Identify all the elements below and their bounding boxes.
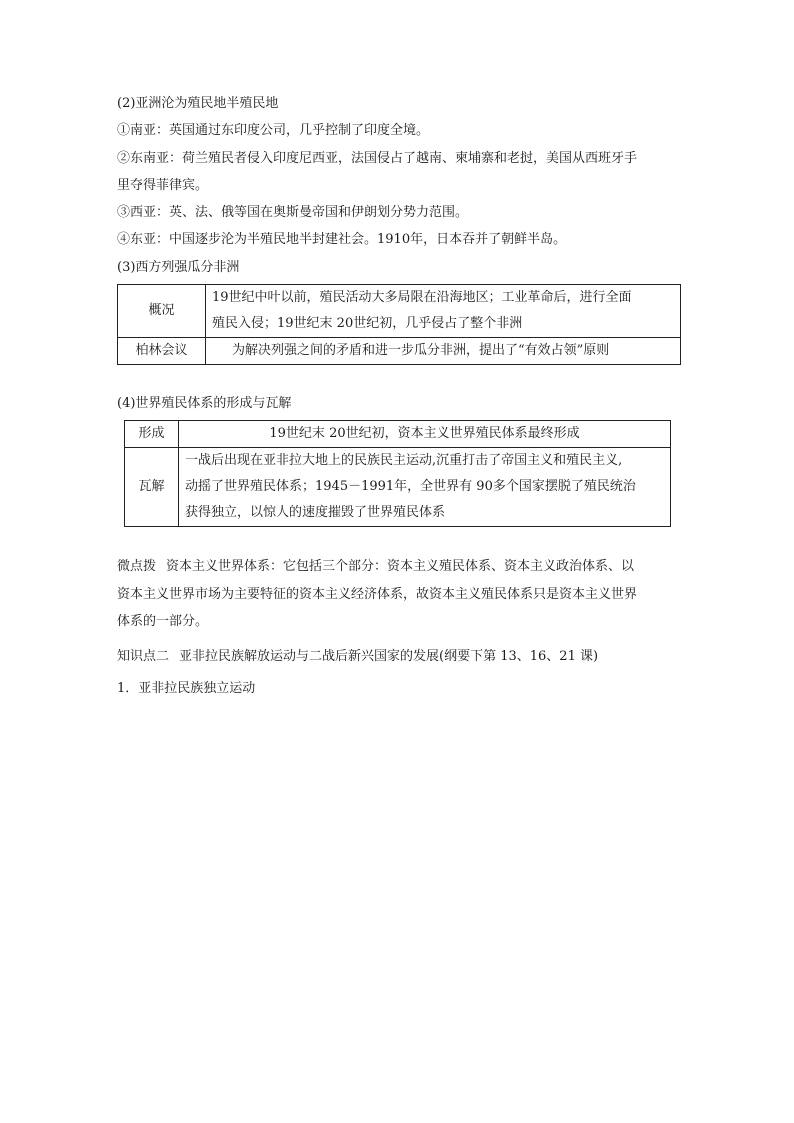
section2-item-southeast-asia-cont: 里夺得菲律宾。 (117, 178, 209, 193)
section2-item-west-asia: ③西亚：英、法、俄等国在奥斯曼帝国和伊朗划分势力范围。 (117, 205, 469, 220)
tip-line-2: 资本主义世界市场为主要特征的资本主义经济体系，故资本主义殖民体系只是资本主义世界 (117, 587, 638, 602)
tip-text-1: 资本主义世界体系：它包括三个部分：资本主义殖民体系、资本主义政治体系、以 (166, 559, 635, 574)
section2-heading: (2)亚洲沦为殖民地半殖民地 (117, 96, 279, 111)
table-cell-content (206, 338, 681, 365)
tip-line-1 (117, 559, 634, 575)
table-cell-line: 一战后出现在亚非拉大地上的民族民主运动,沉重打击了帝国主义和殖民主义, (185, 453, 623, 468)
table-cell-content (179, 448, 671, 527)
table-row (118, 338, 681, 365)
table-cell-line: 19世纪中叶以前，殖民活动大多局限在沿海地区；工业革命后，进行全面 (212, 290, 632, 305)
table-cell-label: 柏林会议 (118, 338, 206, 365)
section4-heading: (4)世界殖民体系的形成与瓦解 (117, 396, 292, 411)
table-cell-label: 形成 (125, 421, 179, 448)
africa-partition-table (117, 284, 681, 365)
table-cell-text: 19世纪末 20世纪初，资本主义世界殖民体系最终形成 (179, 421, 671, 448)
knowledge-point-two (117, 649, 598, 665)
section2-item-southeast-asia: ②东南亚：荷兰殖民者侵入印度尼西亚，法国侵占了越南、柬埔寨和老挝，美国从西班牙手 (117, 151, 638, 166)
section3-heading: (3)西方列强瓜分非洲 (117, 260, 240, 275)
table-cell-line: 殖民入侵；19世纪末 20世纪初，几乎侵占了整个非洲 (212, 316, 523, 331)
table-cell-content (206, 285, 681, 338)
section2-item-south-asia: ①南亚：英国通过东印度公司，几乎控制了印度全境。 (117, 123, 430, 138)
subheading-1: 1．亚非拉民族独立运动 (117, 681, 256, 696)
colonial-system-table (124, 420, 671, 527)
table-row (125, 448, 671, 527)
tip-label: 微点拨 (117, 559, 157, 574)
table-row (125, 421, 671, 448)
table-cell-label: 概况 (118, 285, 206, 338)
table-cell-label: 瓦解 (125, 448, 179, 527)
tip-line-3: 体系的一部分。 (117, 614, 209, 629)
table-cell-text: 为解决列强之间的矛盾和进一步瓜分非洲，提出了“有效占领”原则 (232, 343, 610, 358)
table-cell-line: 动摇了世界殖民体系；1945－1991年，全世界有 90多个国家摆脱了殖民统治 (185, 479, 636, 494)
knowledge-text: 亚非拉民族解放运动与二战后新兴国家的发展(纲要下第 13、16、21 课) (179, 649, 599, 664)
knowledge-label: 知识点二 (117, 649, 170, 664)
section2-item-east-asia: ④东亚：中国逐步沦为半殖民地半封建社会。1910年，日本吞并了朝鲜半岛。 (117, 232, 567, 247)
table-row (118, 285, 681, 338)
table-cell-line: 获得独立，以惊人的速度摧毁了世界殖民体系 (185, 505, 446, 520)
